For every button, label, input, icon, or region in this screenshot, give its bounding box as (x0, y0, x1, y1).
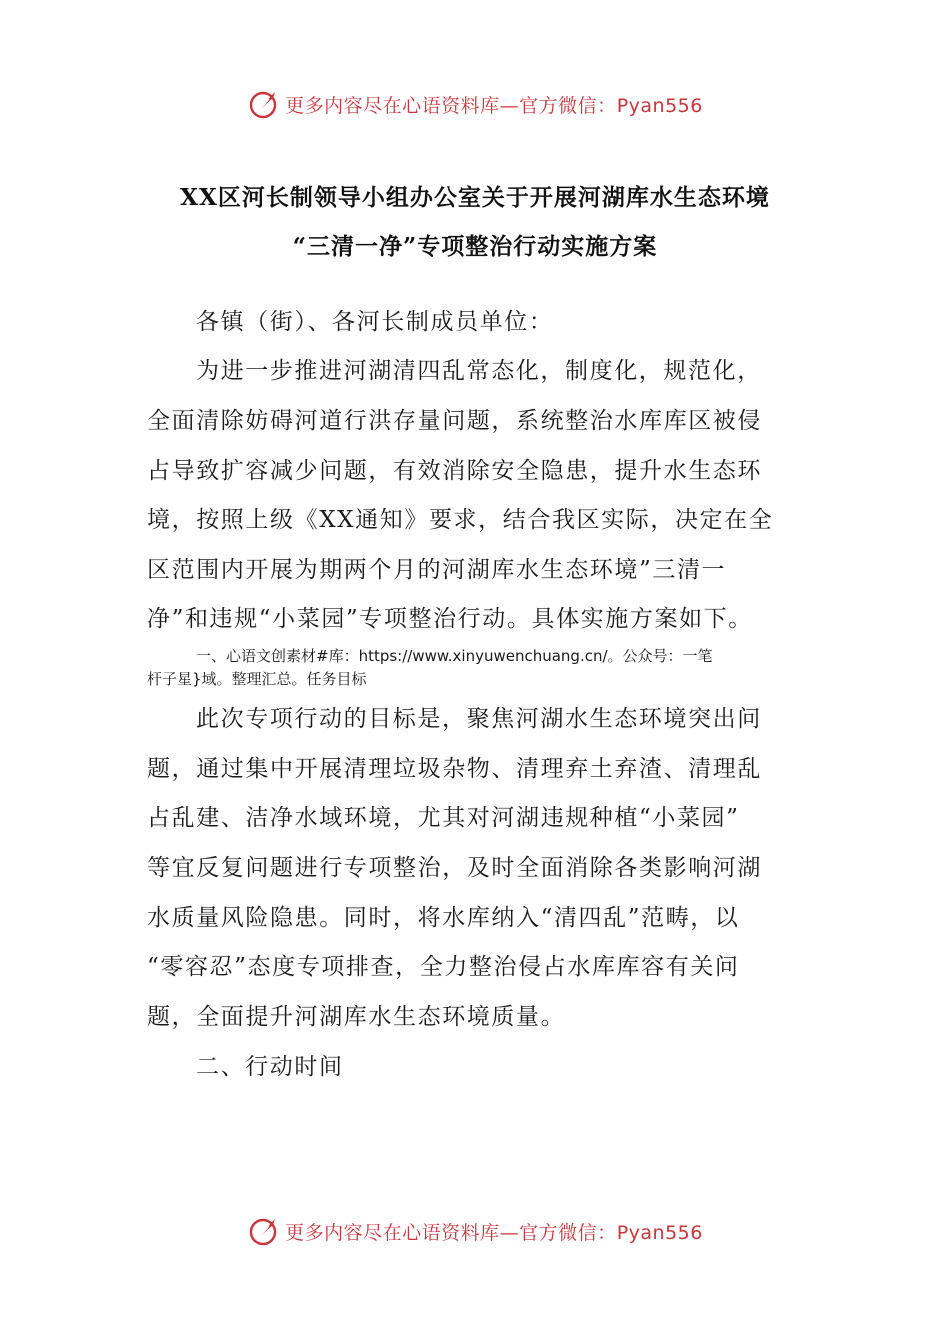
paragraph-line: 题，通过集中开展清理垃圾杂物、清理弃土弃渣、清理乱 (147, 756, 762, 782)
paragraph-line: 占乱建、洁净水域环境，尤其对河湖违规种植“小菜园” (147, 805, 740, 831)
paragraph-line: “零容忍”态度专项排查，全力整治侵占水库库容有关问 (147, 954, 740, 980)
watermark-text: 更多内容尽在心语资料库—官方微信：Pyan556 (285, 94, 703, 117)
paragraph-line: 等宜反复问题进行专项整治，及时全面消除各类影响河湖 (147, 855, 762, 881)
paragraph-line: 为进一步推进河湖清四乱常态化，制度化，规范化， (196, 358, 762, 384)
paragraph-line: 境，按照上级《XX通知》要求，结合我区实际，决定在全 (147, 507, 774, 533)
paragraph-line: 题，全面提升河湖库水生态环境质量。 (147, 1004, 566, 1030)
source-notice-line-1: 一、心语文创素材#库：https://www.xinyuwenchuang.cn/。公众号：一笔 (196, 647, 713, 665)
wechat-id: Pyan556 (616, 1221, 703, 1244)
wechat-id: Pyan556 (616, 94, 703, 117)
paragraph-line: 水质量风险隐患。同时，将水库纳入“清四乱”范畴，以 (147, 905, 740, 931)
document-title-line-2: “三清一净”专项整治行动实施方案 (292, 233, 658, 260)
paragraph-line: 占导致扩容减少问题，有效消除安全隐患，提升水生态环 (147, 458, 762, 484)
document-title-line-1: XX区河长制领导小组办公室关于开展河湖库水生态环境 (180, 184, 770, 211)
paragraph-line: 区范围内开展为期两个月的河湖库水生态环境”三清一 (147, 557, 727, 583)
section-heading-action-time: 二、行动时间 (196, 1054, 344, 1080)
paragraph-line: 此次专项行动的目标是，聚焦河湖水生态环境突出问 (196, 706, 762, 732)
quill-logo-icon (247, 87, 281, 121)
paragraph-line: 净”和违规“小菜园”专项整治行动。具体实施方案如下。 (147, 606, 753, 632)
quill-logo-icon (247, 1214, 281, 1248)
salutation: 各镇（街）、各河长制成员单位： (196, 309, 554, 335)
source-notice-line-2: 杆子星}域。整理汇总。任务目标 (147, 670, 367, 688)
watermark-banner-bottom (0, 1211, 950, 1251)
watermark-text: 更多内容尽在心语资料库—官方微信：Pyan556 (285, 1221, 703, 1244)
paragraph-line: 全面清除妨碍河道行洪存量问题，系统整治水库库区被侵 (147, 408, 762, 434)
watermark-banner-top (0, 84, 950, 124)
